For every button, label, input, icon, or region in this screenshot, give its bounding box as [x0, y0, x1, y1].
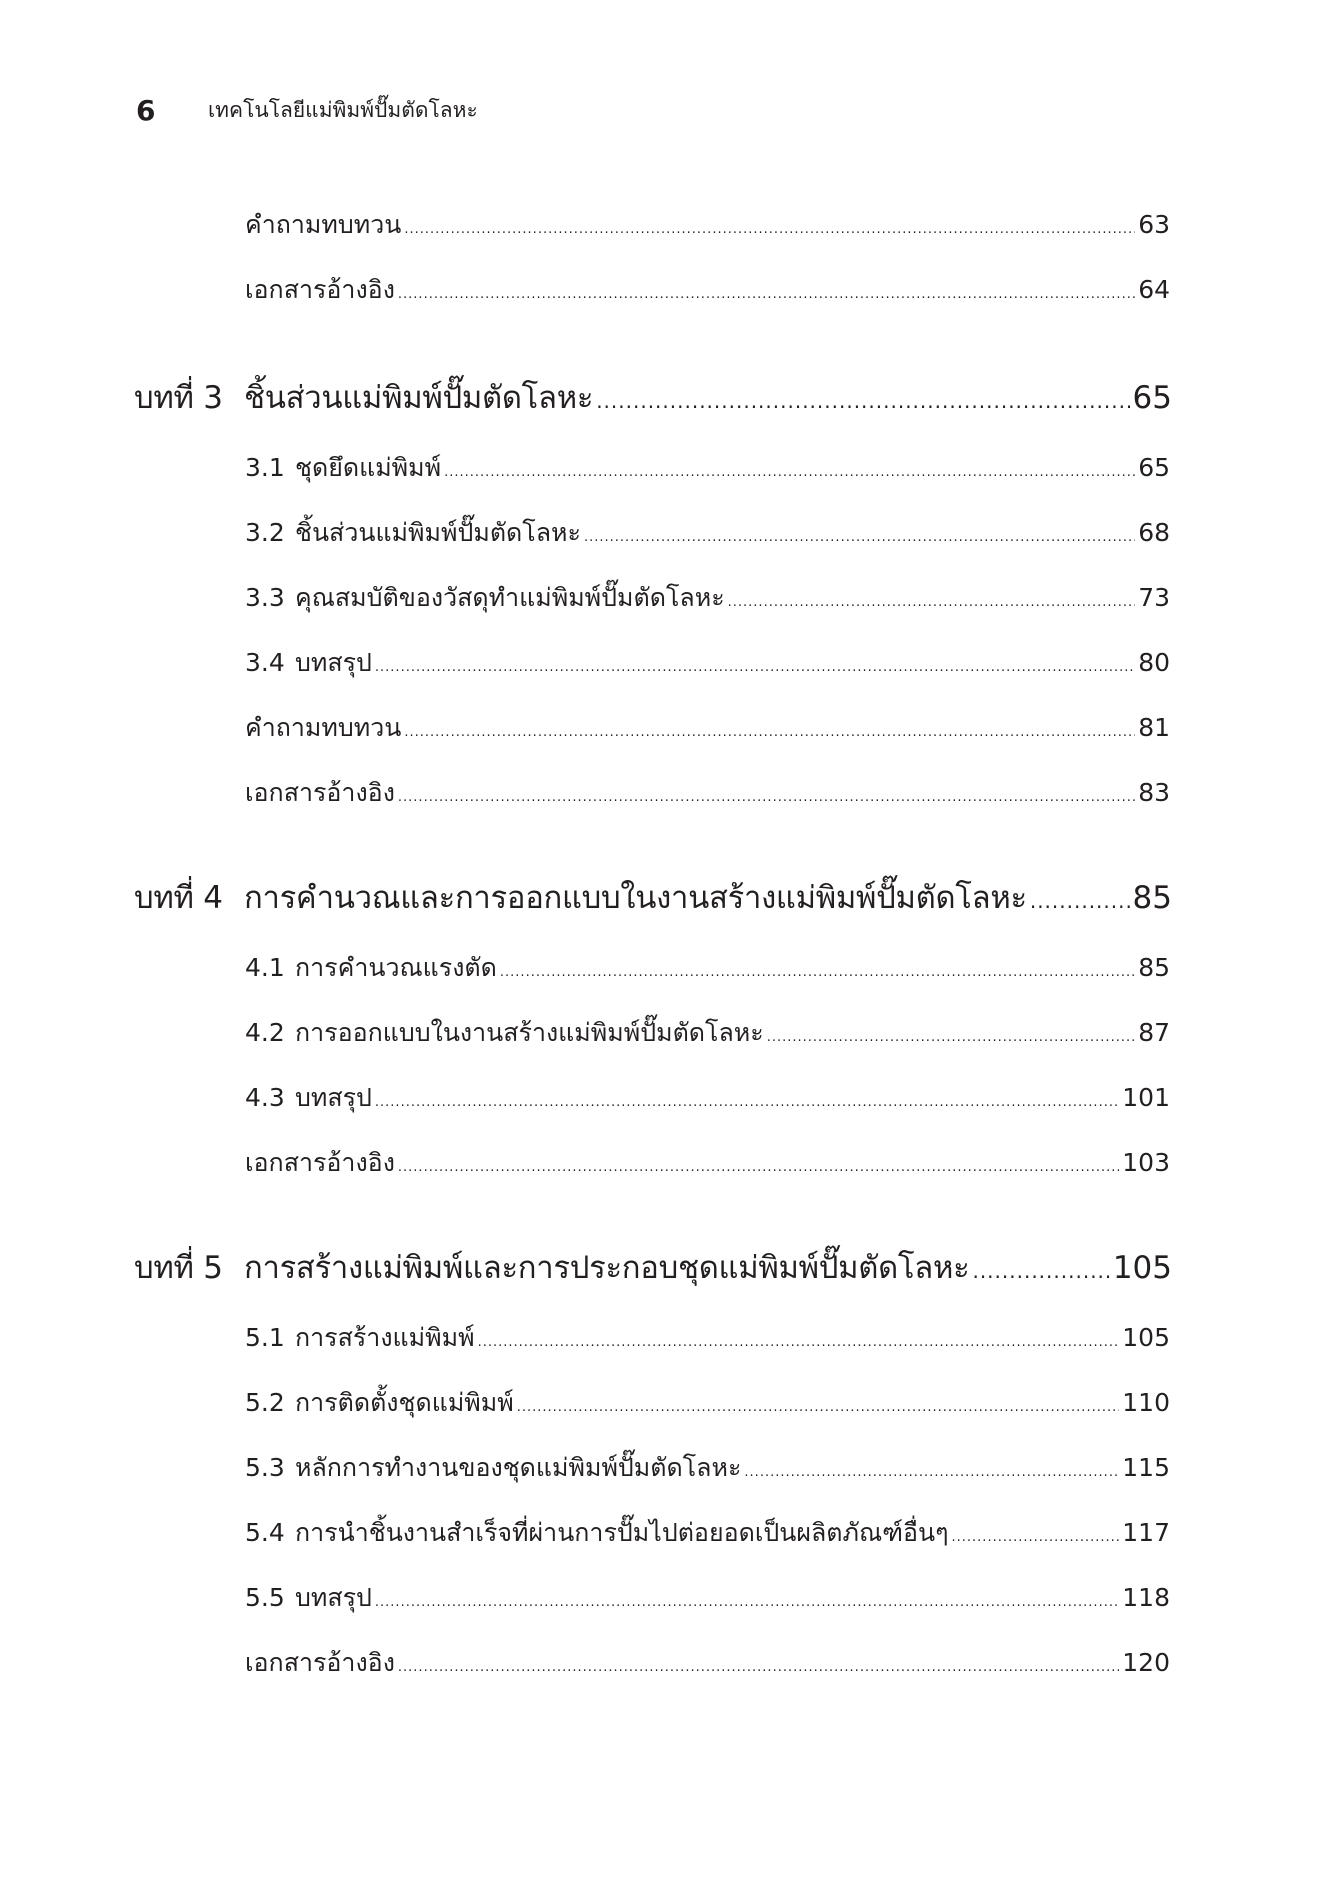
toc-entry-page: 103 [1122, 1148, 1170, 1177]
chapter-title: การคำนวณและการออกแบบในงานสร้างแม่พิมพ์ปั๊มตัดโลหะ [244, 880, 1027, 916]
dot-leader [375, 660, 1135, 675]
toc-chapter-4[interactable] [134, 872, 1172, 918]
toc-entry-3-1[interactable] [245, 448, 1170, 488]
toc-entry-label: คำถามทบทวน [245, 210, 402, 239]
dot-leader [972, 1259, 1109, 1283]
toc-entry-page: 105 [1122, 1323, 1170, 1352]
toc-entry-5-3[interactable] [245, 1448, 1170, 1488]
dot-leader [584, 530, 1135, 545]
toc-entry-review-questions-ch3[interactable] [245, 708, 1170, 748]
toc-entry-4-1[interactable] [245, 948, 1170, 988]
toc-entry-label: เอกสารอ้างอิง [245, 1148, 395, 1177]
dot-leader [478, 1335, 1120, 1350]
toc-entry-page: 85 [1138, 953, 1170, 982]
dot-leader [404, 222, 1135, 237]
toc-entry-review-questions-ch2[interactable] [245, 205, 1170, 245]
toc-entry-page: 85 [1132, 880, 1172, 916]
toc-entry-page: 83 [1138, 778, 1170, 807]
toc-entry-page: 110 [1122, 1388, 1170, 1417]
toc-entry-5-2[interactable] [245, 1383, 1170, 1423]
section-number: 5.5 [245, 1583, 285, 1612]
toc-entry-label: คำถามทบทวน [245, 713, 402, 742]
toc-entry-page: 63 [1138, 210, 1170, 239]
toc-entry-page: 115 [1122, 1453, 1170, 1482]
toc-entry-label: เอกสารอ้างอิง [245, 1648, 395, 1677]
toc-entry-page: 65 [1132, 380, 1172, 416]
dot-leader [398, 1660, 1119, 1675]
toc-entry-label: บทสรุป [295, 1083, 372, 1112]
dot-leader [1030, 889, 1130, 913]
toc-entry-page: 105 [1112, 1250, 1172, 1286]
section-number: 3.2 [245, 518, 285, 547]
toc-entry-4-2[interactable] [245, 1013, 1170, 1053]
toc-entry-label: การออกแบบในงานสร้างแม่พิมพ์ปั๊มตัดโลหะ [295, 1018, 764, 1047]
toc-entry-label: ชุดยึดแม่พิมพ์ [295, 453, 442, 482]
toc-entry-label: หลักการทำงานของชุดแม่พิมพ์ปั๊มตัดโลหะ [295, 1453, 742, 1482]
toc-entry-page: 120 [1122, 1648, 1170, 1677]
section-number: 4.3 [245, 1083, 285, 1112]
section-number: 5.4 [245, 1518, 285, 1547]
section-number: 5.3 [245, 1453, 285, 1482]
toc-entry-page: 80 [1138, 648, 1170, 677]
chapter-title: ชิ้นส่วนแม่พิมพ์ปั๊มตัดโลหะ [244, 380, 594, 416]
dot-leader [728, 595, 1136, 610]
toc-entry-label: การคำนวณแรงตัด [295, 953, 497, 982]
toc-entry-5-5[interactable] [245, 1578, 1170, 1618]
toc-entry-3-4[interactable] [245, 643, 1170, 683]
page-number: 6 [136, 93, 156, 127]
toc-entry-page: 101 [1122, 1083, 1170, 1112]
dot-leader [517, 1400, 1120, 1415]
chapter-number: บทที่ 3 [134, 380, 223, 416]
dot-leader [375, 1095, 1119, 1110]
toc-entry-references-ch5[interactable] [245, 1643, 1170, 1683]
toc-entry-5-4[interactable] [245, 1513, 1170, 1553]
running-header [136, 90, 478, 130]
section-number: 5.2 [245, 1388, 285, 1417]
toc-entry-label: เอกสารอ้างอิง [245, 275, 395, 304]
dot-leader [596, 389, 1129, 413]
chapter-number: บทที่ 4 [134, 880, 223, 916]
dot-leader [398, 790, 1135, 805]
dot-leader [952, 1530, 1120, 1545]
toc-entry-references-ch3[interactable] [245, 773, 1170, 813]
dot-leader [500, 965, 1135, 980]
dot-leader [744, 1465, 1119, 1480]
toc-chapter-3[interactable] [134, 372, 1172, 418]
toc-entry-page: 118 [1122, 1583, 1170, 1612]
toc-entry-4-3[interactable] [245, 1078, 1170, 1118]
toc-entry-page: 65 [1138, 453, 1170, 482]
toc-entry-label: บทสรุป [295, 1583, 372, 1612]
toc-entry-page: 87 [1138, 1018, 1170, 1047]
section-number: 3.3 [245, 583, 285, 612]
section-number: 3.4 [245, 648, 285, 677]
chapter-title: การสร้างแม่พิมพ์และการประกอบชุดแม่พิมพ์ปั๊มตัดโลหะ [244, 1250, 970, 1286]
toc-entry-label: การนำชิ้นงานสำเร็จที่ผ่านการปั๊มไปต่อยอดเป็นผลิตภัณฑ์อื่นๆ [295, 1518, 949, 1547]
toc-entry-label: บทสรุป [295, 648, 372, 677]
toc-entry-3-3[interactable] [245, 578, 1170, 618]
toc-entry-references-ch4[interactable] [245, 1143, 1170, 1183]
toc-entry-page: 68 [1138, 518, 1170, 547]
toc-chapter-5[interactable] [134, 1242, 1172, 1288]
toc-entry-label: การติดตั้งชุดแม่พิมพ์ [295, 1388, 514, 1417]
toc-entry-page: 64 [1138, 275, 1170, 304]
toc-entry-label: ชิ้นส่วนแม่พิมพ์ปั๊มตัดโลหะ [295, 518, 581, 547]
dot-leader [398, 1160, 1119, 1175]
toc-entry-references-ch2[interactable] [245, 270, 1170, 310]
book-title: เทคโนโลยีแม่พิมพ์ปั๊มตัดโลหะ [208, 97, 478, 122]
toc-entry-label: คุณสมบัติของวัสดุทำแม่พิมพ์ปั๊มตัดโลหะ [295, 583, 725, 612]
toc-entry-page: 117 [1122, 1518, 1170, 1547]
dot-leader [398, 287, 1135, 302]
dot-leader [404, 725, 1135, 740]
section-number: 4.1 [245, 953, 285, 982]
toc-entry-3-2[interactable] [245, 513, 1170, 553]
toc-entry-label: เอกสารอ้างอิง [245, 778, 395, 807]
section-number: 4.2 [245, 1018, 285, 1047]
dot-leader [375, 1595, 1119, 1610]
dot-leader [767, 1030, 1135, 1045]
chapter-number: บทที่ 5 [134, 1250, 223, 1286]
dot-leader [444, 465, 1135, 480]
toc-entry-label: การสร้างแม่พิมพ์ [295, 1323, 475, 1352]
toc-entry-page: 81 [1138, 713, 1170, 742]
section-number: 5.1 [245, 1323, 285, 1352]
toc-entry-5-1[interactable] [245, 1318, 1170, 1358]
toc-entry-page: 73 [1138, 583, 1170, 612]
section-number: 3.1 [245, 453, 285, 482]
